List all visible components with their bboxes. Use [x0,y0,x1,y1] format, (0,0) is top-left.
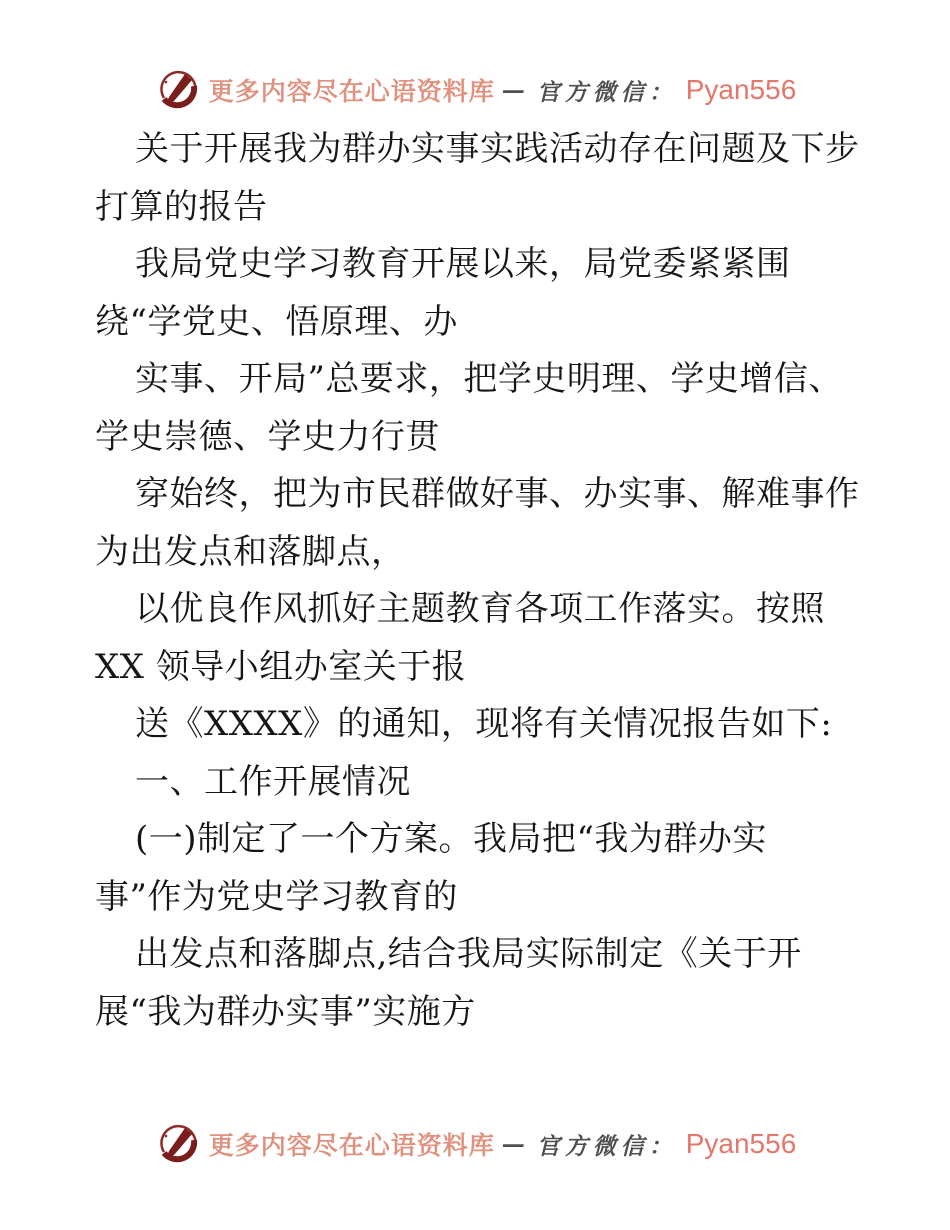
text-line: (一)制定了一个方案。我局把“我为群办实 [135,819,767,859]
brand-logo-icon [154,66,202,114]
text-line: 穿始终，把为市民群做好事、办实事、解难事作 [135,474,860,514]
text-line: XX 领导小组办室关于报 [95,646,467,687]
title-line: 关于开展我为群办实事实践活动存在问题及下步 [135,129,860,169]
text-line: 绕“学党史、悟原理、办 [95,301,458,342]
text-line: 实事、开局”总要求，把学史明理、学史增信、 [135,359,843,399]
brand-logo-icon [154,1120,202,1168]
text-line: 以优良作风抓好主题教育各项工作落实。按照 [135,589,825,629]
watermark-dash: — [501,76,530,104]
text-line: 展“我为群办实事”实施方 [95,991,476,1032]
header-watermark [0,64,950,116]
watermark-brand-text: 更多内容尽在心语资料库 [208,77,495,106]
title-line: 打算的报告 [95,186,268,227]
text-line: 为出发点和落脚点， [95,531,406,572]
document-body [95,121,860,1041]
section-heading: 一、工作开展情况 [135,761,411,802]
watermark-brand-text: 更多内容尽在心语资料库 [208,1131,495,1160]
text-line: 事”作为党史学习教育的 [95,876,458,917]
wechat-id: Pyan556 [685,74,797,105]
text-line: 学史崇德、学史力行贯 [95,416,440,457]
text-line: 送《XXXX》的通知，现将有关情况报告如下: [135,704,833,744]
wechat-id: Pyan556 [685,1128,797,1159]
wechat-label: 官方微信： [536,1132,677,1160]
text-line: 我局党史学习教育开展以来，局党委紧紧围 [135,244,791,284]
wechat-label: 官方微信： [536,78,677,106]
footer-watermark [0,1118,950,1170]
text-line: 出发点和落脚点,结合我局实际制定《关于开 [135,934,802,974]
watermark-dash: — [501,1130,530,1158]
